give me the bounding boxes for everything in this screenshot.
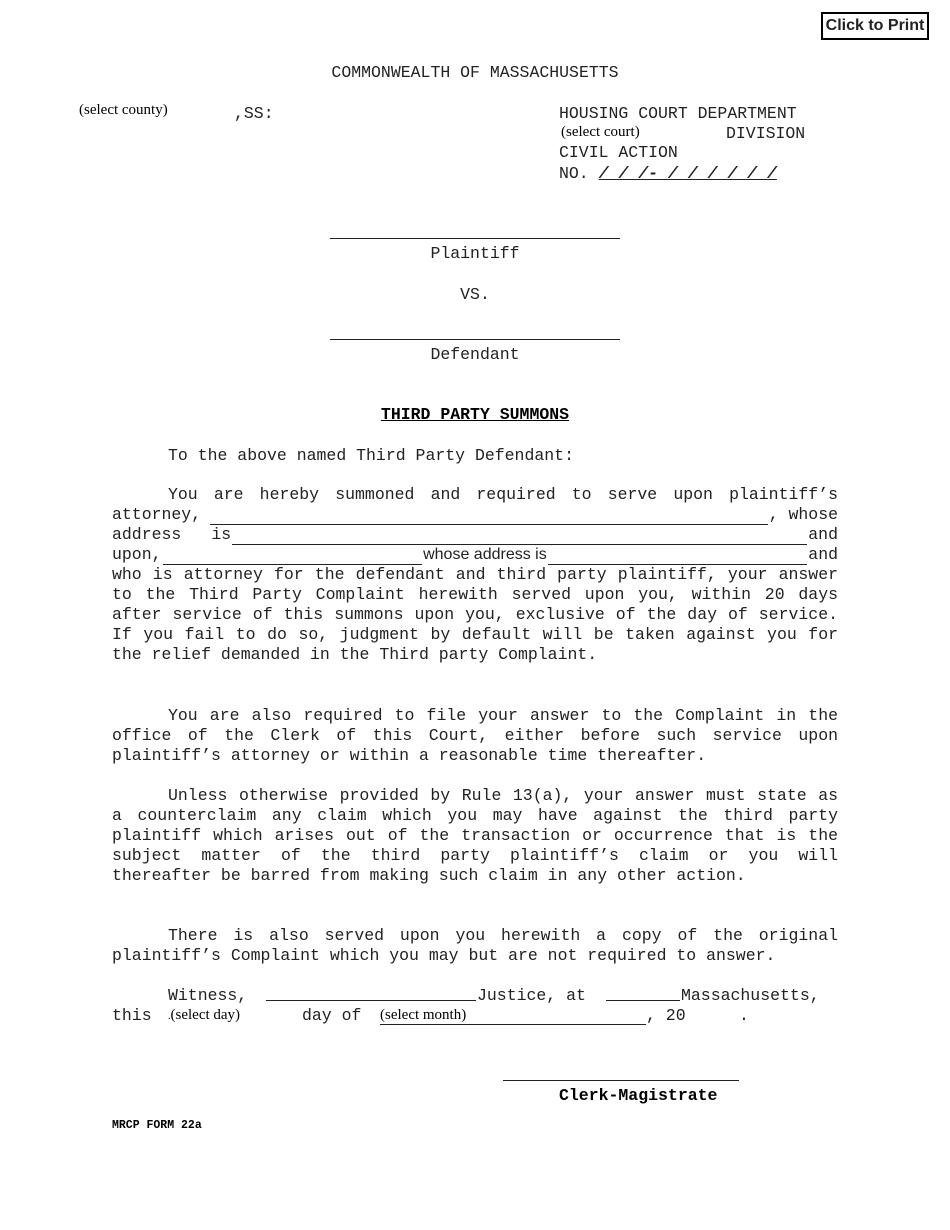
day-of-label: day of — [302, 1006, 362, 1025]
case-number-row — [559, 164, 777, 183]
attorney-input[interactable] — [210, 509, 768, 525]
plaintiff-label: Plaintiff — [430, 244, 520, 263]
this-label: this — [112, 1006, 152, 1025]
civil-action-label: CIVIL ACTION — [559, 143, 678, 162]
ss-label: ,SS: — [234, 104, 274, 123]
and-label-1: and — [808, 525, 838, 544]
day-select[interactable]: .(select day) — [168, 1007, 241, 1023]
form-id: MRCP FORM 22a — [112, 1119, 202, 1132]
year-period: . — [739, 1006, 749, 1025]
division-label: DIVISION — [726, 124, 806, 143]
summons-paragraph-3 — [112, 786, 838, 886]
justice-name-input[interactable] — [266, 1000, 476, 1001]
para4-text: There is also served upon you herewith a copy of the original plaintiff’s Complaint which you may but are not required to answer. — [112, 926, 838, 965]
defendant-label: Defendant — [430, 345, 520, 364]
summons-paragraph-1 — [112, 485, 838, 665]
address-label: address — [112, 525, 182, 544]
location-input[interactable] — [606, 1000, 680, 1001]
case-number-input[interactable]: / / /- / / / / / / — [598, 164, 777, 183]
defendant-attorney-address-input[interactable] — [548, 549, 808, 565]
attorney-row — [112, 505, 838, 525]
summons-paragraph-2 — [112, 706, 838, 766]
massachusetts-label: Massachusetts, — [681, 986, 820, 1005]
department-label: HOUSING COURT DEPARTMENT — [559, 104, 797, 123]
and-label-2: and — [808, 545, 839, 564]
print-button[interactable]: Click to Print — [821, 12, 929, 40]
para2-text: You are also required to file your answer to the Complaint in the office of the Clerk of this Court, either before such service upon plaintiff’s attorney or within a reasonable time thereafter. — [112, 706, 838, 765]
address-row — [112, 525, 838, 545]
document-title: THIRD PARTY SUMMONS — [380, 405, 570, 424]
clerk-label: Clerk-Magistrate — [559, 1086, 718, 1105]
month-select[interactable]: (select month) — [380, 1007, 646, 1025]
clerk-signature-line[interactable] — [503, 1080, 739, 1081]
upon-label: upon, — [112, 545, 162, 564]
year-prefix: , 20 — [646, 1006, 686, 1025]
attorney-label: attorney, — [112, 505, 202, 524]
defendant-attorney-input[interactable] — [163, 549, 423, 565]
case-number-label: NO. — [559, 164, 589, 183]
plaintiff-input[interactable] — [330, 238, 620, 239]
county-select[interactable]: (select county) — [79, 102, 168, 118]
para1-body: who is attorney for the defendant and third party plaintiff, your answer to the Third Party Complaint herewith served upon you, within 20 days after service of this summons upon you, exclusive of the day of service. If you fail to do so, judgment by default will be taken against you for the relief demanded in the Third party Complaint. — [112, 565, 838, 664]
witness-label: Witness, — [168, 986, 248, 1005]
versus-label: VS. — [460, 285, 490, 304]
justice-at-label: Justice, at — [477, 986, 586, 1005]
defendant-input[interactable] — [330, 339, 620, 340]
para1-line1: You are hereby summoned and required to serve upon plaintiff’s — [168, 485, 838, 504]
whose-address-label: whose address is — [423, 546, 547, 563]
upon-row — [112, 545, 838, 565]
is-label: is — [211, 525, 232, 544]
attorney-address-input[interactable] — [232, 529, 807, 545]
court-select[interactable]: (select court) — [561, 124, 640, 140]
whose-label: , whose — [768, 505, 838, 524]
greeting: To the above named Third Party Defendant: — [168, 446, 574, 465]
summons-paragraph-4 — [112, 926, 838, 966]
para3-text: Unless otherwise provided by Rule 13(a), your answer must state as a counterclaim any claim which you may have against the third party plaintiff which arises out of the transaction or occurrence that is the subject matter of the third party plaintiff’s claim or you will thereafter be barred from making such claim in any other action. — [112, 786, 838, 885]
commonwealth-heading: COMMONWEALTH OF MASSACHUSETTS — [331, 63, 619, 82]
